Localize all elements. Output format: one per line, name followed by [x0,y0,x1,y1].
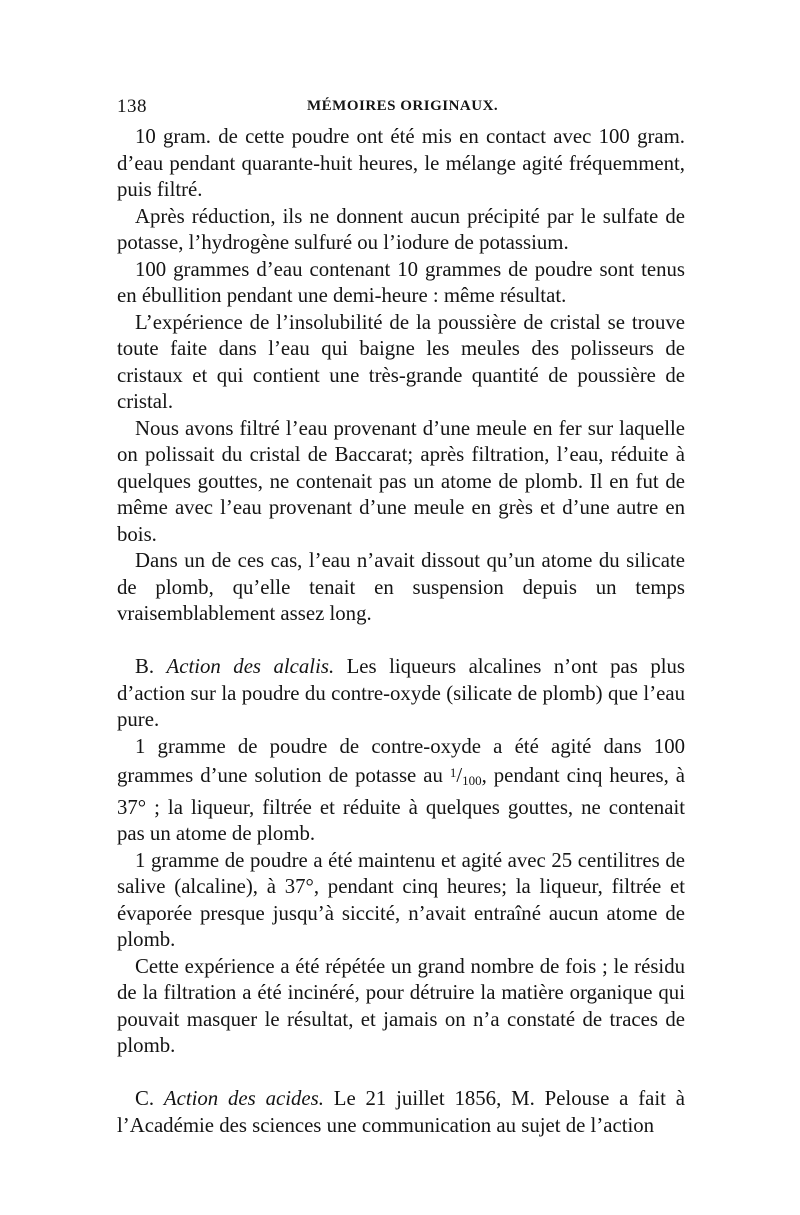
section-c-label: C. [135,1087,155,1110]
paragraph-1: 10 gram. de cette poudre ont été mis en contact avec 100 gram. d’eau pendant quarante-huit heures, le mélange agité fréquemment, puis filtré. [117,125,685,201]
fraction-numerator: 1 [449,765,457,780]
paragraph-3: 100 grammes d’eau contenant 10 grammes de poudre sont tenus en ébullition pendant une demi-heure : même résultat. [117,257,685,307]
body-text [117,124,685,1139]
section-c-title: Action des acides. [163,1087,324,1110]
section-b-title: Action des alcalis. [166,655,335,678]
section-c-paragraph [117,1086,685,1139]
paragraph-4: L’expérience de l’insolubilité de la poussière de cristal se trouve toute faite dans l’eau qui baigne les meules des polisseurs de cristaux et qui contient une très-grande quantité de poussière de cristal. [117,310,685,413]
page-header [117,96,685,120]
running-title: MÉMOIRES ORIGINAUX. [307,98,499,114]
paragraph-10: Cette expérience a été répétée un grand nombre de fois ; le résidu de la filtration a été incinéré, pour détruire la matière organique qui pouvait masquer le résultat, et jamais on n’a constaté de traces de plomb. [117,954,685,1057]
page-number: 138 [117,96,147,117]
section-c-text: Le 21 juillet 1856, M. Pelouse a fait à l’Académie des sciences une communication au sujet de l’action [117,1087,685,1137]
paragraph-9: 1 gramme de poudre a été maintenu et agité avec 25 centilitres de salive (alcaline), à 37°, pendant cinq heures; la liqueur, filtrée et évaporée presque jusqu’à siccité, n’avait entraîné aucun atome de plomb. [117,848,685,951]
section-b-text: Les liqueurs alcalines n’ont pas plus d’action sur la poudre du contre-oxyde (silicate de plomb) que l’eau pure. [117,655,685,731]
paragraph-6: Dans un de ces cas, l’eau n’avait dissout qu’un atome du silicate de plomb, qu’elle tenait en suspension depuis un temps vraisemblablement assez long. [117,549,685,625]
section-b-label: B. [135,655,155,678]
fraction-denominator: 100 [462,773,482,788]
paragraph-8-before: 1 gramme de poudre de contre-oxyde a été agité dans 100 grammes d’une solution de potasse au [117,734,685,787]
paragraph-8: 1 gramme de poudre de contre-oxyde a été agité dans 100 grammes d’une solution de potasse au $^1$/100, pendant cinq heures, à 37° ; la liqueur, filtrée et réduite à quelques gouttes, ne contenait pas un atome de plomb. [117,734,686,845]
paragraph-2: Après réduction, ils ne donnent aucun précipité par le sulfate de potasse, l’hydrogène sulfuré ou l’iodure de potassium. [117,204,685,254]
paragraph-8-after: , pendant cinq heures, à 37° ; la liqueur, filtrée et réduite à quelques gouttes, ne contenait pas un atome de plomb. [117,764,686,845]
paragraph-5: Nous avons filtré l’eau provenant d’une meule en fer sur laquelle on polissait du cristal de Baccarat; après filtration, l’eau, réduite à quelques gouttes, ne contenait pas un atome de plomb. Il en fut de même avec l’eau provenant d’une meule en grès et d’une autre en bois. [117,416,685,546]
section-b-paragraph [117,654,685,734]
